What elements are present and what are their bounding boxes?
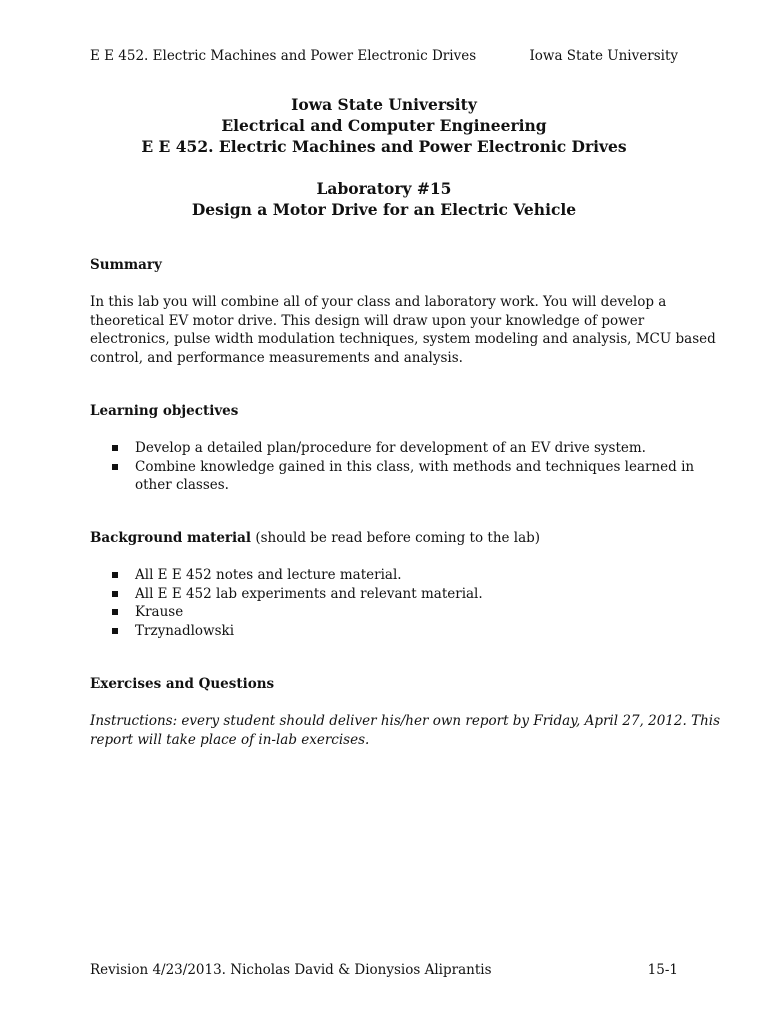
lab-number: Laboratory #15 [316,179,452,198]
objectives-heading: Learning objectives [90,403,239,419]
list-item: All E E 452 notes and lecture material. [112,566,483,585]
background-note: (should be read before coming to the lab) [251,530,541,546]
objectives-list [112,439,694,495]
header-university: Iowa State University [529,48,678,64]
summary-line: theoretical EV motor drive. This design will draw upon your knowledge of power [90,312,645,329]
background-heading-label: Background material [90,530,252,546]
square-bullet-icon [112,609,118,615]
square-bullet-icon [112,445,118,451]
title-department: Electrical and Computer Engineering [221,116,547,135]
summary-paragraph [90,293,716,367]
title-course: E E 452. Electric Machines and Power Electronic Drives [141,137,627,156]
square-bullet-icon [112,628,118,634]
square-bullet-icon [112,591,118,597]
square-bullet-icon [112,572,118,578]
list-item: All E E 452 lab experiments and relevant material. [112,585,483,604]
square-bullet-icon [112,464,118,470]
footer-revision: Revision 4/23/2013. Nicholas David & Dionysios Aliprantis [90,962,492,978]
summary-line: In this lab you will combine all of your class and laboratory work. You will develop a [90,294,667,310]
exercises-instructions [90,712,721,749]
title-block [0,94,768,157]
instructions-text: every student should deliver his/her own report by Friday, April 27, 2012. This [177,713,721,729]
summary-line: control, and performance measurements and analysis. [90,349,463,366]
title-university: Iowa State University [291,95,477,114]
lab-title: Design a Motor Drive for an Electric Vehicle [191,200,577,219]
footer-page-number: 15-1 [647,962,678,978]
background-list [112,566,483,640]
summary-line: electronics, pulse width modulation techniques, system modeling and analysis, MCU based [90,331,716,347]
list-item: Develop a detailed plan/procedure for development of an EV drive system. [112,439,694,458]
lab-title-block [0,178,768,220]
summary-heading: Summary [90,257,162,273]
list-item: Krause [112,603,483,622]
instructions-text: report will take place of in-lab exercises. [90,731,370,748]
list-item: Trzynadlowski [112,622,483,641]
exercises-heading: Exercises and Questions [90,676,275,692]
instructions-label: Instructions: [90,713,178,729]
background-heading [90,530,540,546]
header-course: E E 452. Electric Machines and Power Electronic Drives [90,48,477,64]
list-item: Combine knowledge gained in this class, with methods and techniques learned in other classes. [112,458,694,495]
